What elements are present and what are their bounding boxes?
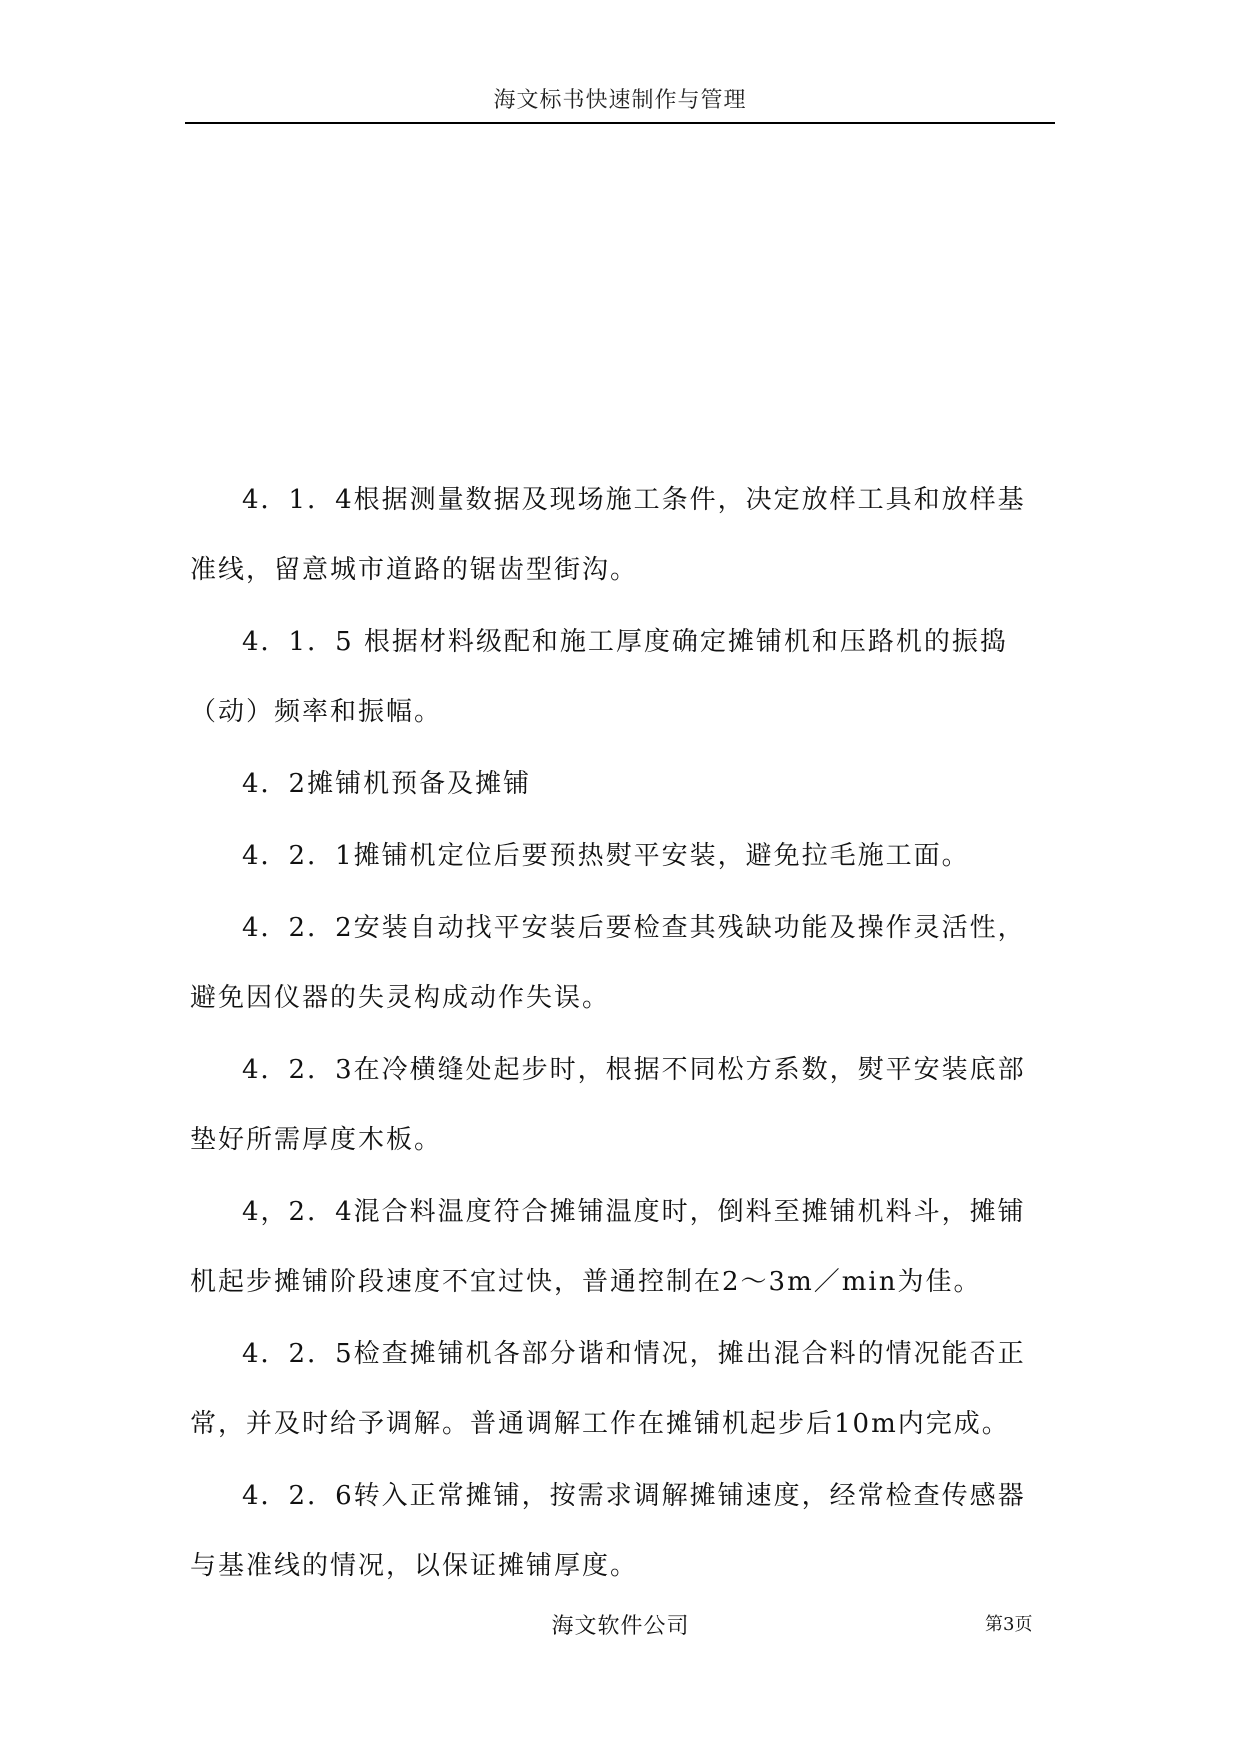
paragraph-4-2-5: 4．2．5检查摊铺机各部分谐和情况，摊出混合料的情况能否正常，并及时给予调解。普通调解工作在摊铺机起步后10m内完成。 bbox=[190, 1339, 1026, 1439]
paragraph-4-2-6: 4．2．6转入正常摊铺，按需求调解摊铺速度，经常检查传感器与基准线的情况，以保证摊铺厚度。 bbox=[190, 1481, 1026, 1581]
paragraph-4-1-4: 4．1．4根据测量数据及现场施工条件，决定放样工具和放样基准线，留意城市道路的锯齿型街沟。 bbox=[190, 485, 1026, 585]
footer-page-number: 第3页 bbox=[985, 1614, 1033, 1635]
section-heading-4-2: 4．2摊铺机预备及摊铺 bbox=[242, 769, 532, 799]
paragraph-4-2-2: 4．2．2安装自动找平安装后要检查其残缺功能及操作灵活性，避免因仪器的失灵构成动作失误。 bbox=[190, 913, 1026, 1013]
footer-company: 海文软件公司 bbox=[551, 1614, 690, 1639]
paragraph-4-2-4: 4，2．4混合料温度符合摊铺温度时，倒料至摊铺机料斗，摊铺机起步摊铺阶段速度不宜过快，普通控制在2～3m／min为佳。 bbox=[190, 1197, 1026, 1297]
page-header bbox=[185, 86, 1055, 124]
document-body bbox=[190, 465, 1052, 1603]
paragraph-4-2-1: 4．2．1摊铺机定位后要预热熨平安装，避免拉毛施工面。 bbox=[242, 841, 970, 871]
header-title: 海文标书快速制作与管理 bbox=[493, 88, 747, 113]
paragraph-4-1-5: 4．1．5 根据材料级配和施工厚度确定摊铺机和压路机的振捣（动）频率和振幅。 bbox=[190, 627, 1008, 727]
paragraph-4-2-3: 4．2．3在冷横缝处起步时，根据不同松方系数，熨平安装底部垫好所需厚度木板。 bbox=[190, 1055, 1026, 1155]
